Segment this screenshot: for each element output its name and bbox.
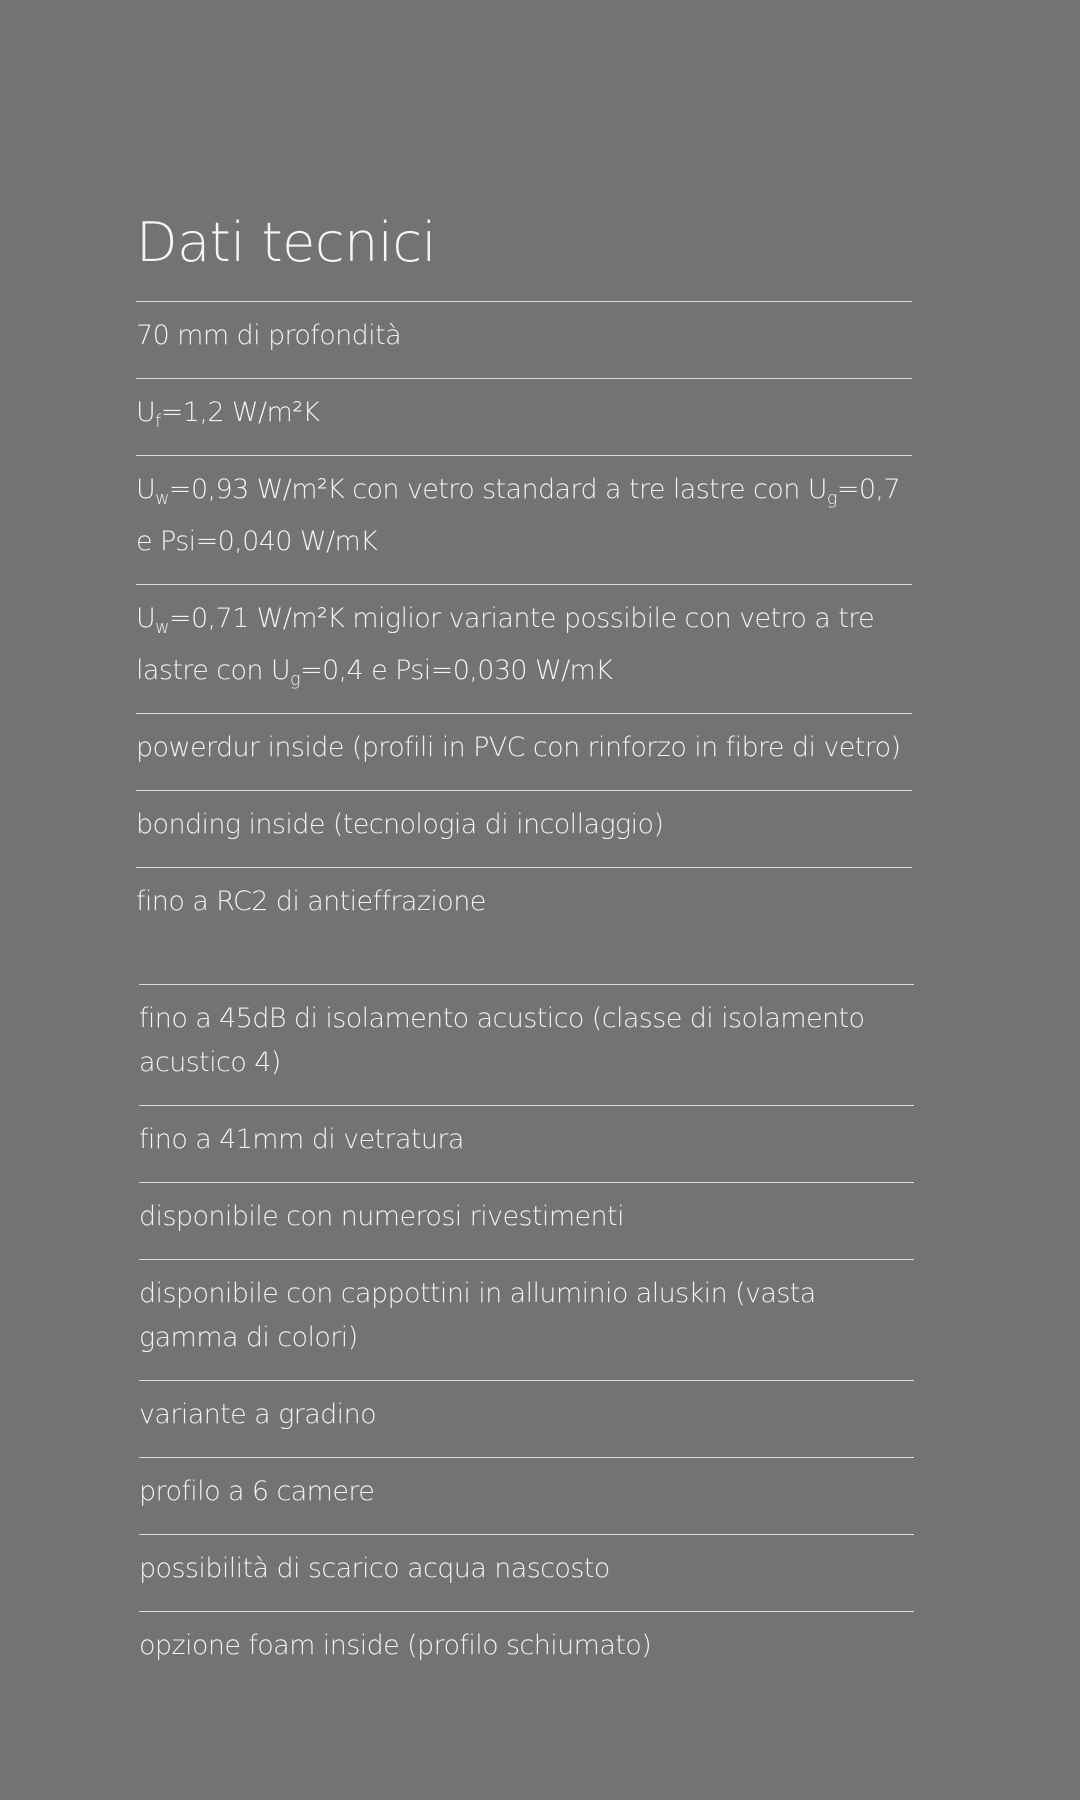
spec-aluskin: disponibile con cappottini in alluminio aluskin (vasta gamma di colori) <box>139 1278 816 1353</box>
list-item <box>136 790 912 867</box>
specs-list-primary <box>136 301 912 944</box>
spec-glazing: fino a 41mm di vetratura <box>139 1124 464 1155</box>
spec-step: variante a gradino <box>139 1399 377 1430</box>
list-item <box>139 1534 914 1611</box>
spec-chambers: profilo a 6 camere <box>139 1476 375 1507</box>
list-item <box>139 1457 914 1534</box>
list-item <box>136 867 912 944</box>
section-title: Dati tecnici <box>136 211 437 274</box>
spec-powerdur: powerdur inside (profili in PVC con rinforzo in fibre di vetro) <box>136 732 901 763</box>
list-item <box>139 984 914 1105</box>
list-item <box>136 455 912 584</box>
spec-bonding: bonding inside (tecnologia di incollaggio) <box>136 809 664 840</box>
list-item <box>136 584 912 713</box>
spec-acoustic: fino a 45dB di isolamento acustico (classe di isolamento acustico 4) <box>139 1003 865 1078</box>
list-item <box>139 1611 914 1688</box>
spec-uf: $U_f=1,2$ W/m²K <box>136 397 320 433</box>
list-item <box>136 713 912 790</box>
list-item <box>136 301 912 378</box>
list-item <box>136 378 912 455</box>
spec-depth: 70 mm di profondità <box>136 320 402 351</box>
list-item <box>139 1380 914 1457</box>
spec-uw-standard: $U_w=0,93$ W/m²K con vetro standard a tre lastre con $U_g=0,7$ e Psi=0,040 W/mK <box>136 474 900 557</box>
list-item <box>139 1259 914 1380</box>
spec-rc2: fino a RC2 di antieffrazione <box>136 886 486 917</box>
list-item <box>139 1105 914 1182</box>
spec-coatings: disponibile con numerosi rivestimenti <box>139 1201 624 1232</box>
spec-uw-best: $U_w=0,71$ W/m²K miglior variante possibile con vetro a tre lastre con $U_g=0,4$ e Psi=0,030 W/mK <box>136 603 875 691</box>
specs-list-secondary <box>139 984 914 1688</box>
list-item <box>139 1182 914 1259</box>
spec-foam: opzione foam inside (profilo schiumato) <box>139 1630 652 1661</box>
spec-drain: possibilità di scarico acqua nascosto <box>139 1553 610 1584</box>
